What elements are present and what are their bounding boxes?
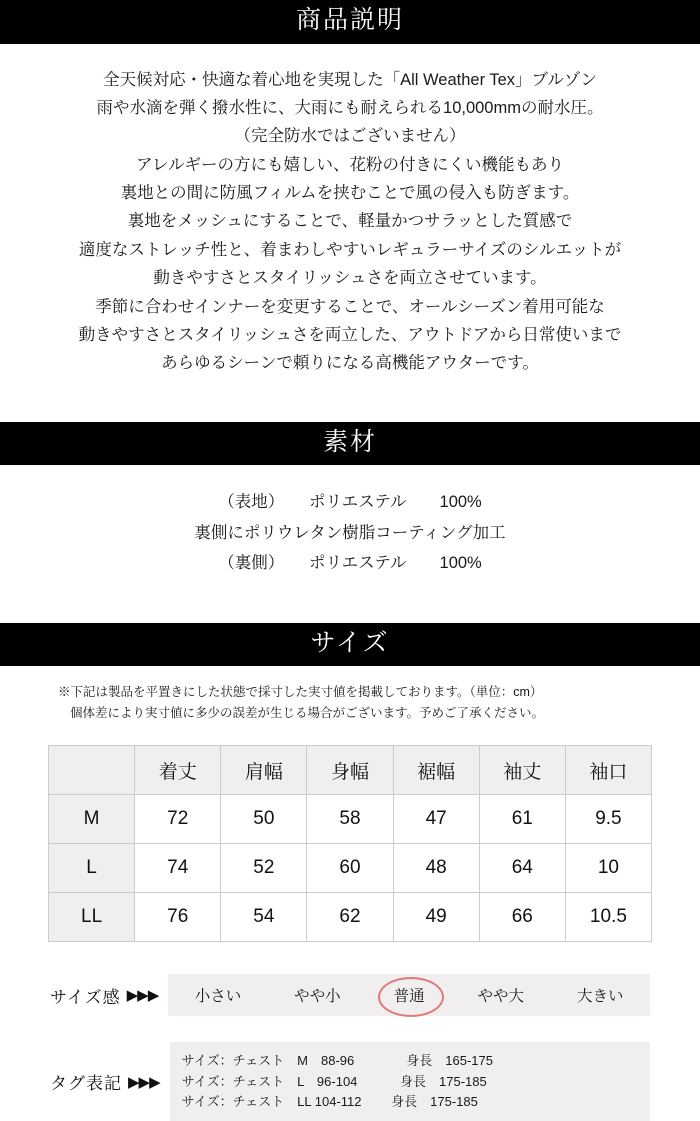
size-table — [48, 745, 652, 942]
table-cell: 74 — [135, 844, 221, 893]
table-cell: 49 — [393, 893, 479, 942]
table-cell: 9.5 — [565, 795, 651, 844]
description-line: 雨や水滴を弾く撥水性に、大雨にも耐えられる10,000mmの耐水圧。 — [96, 98, 604, 117]
table-cell: 52 — [221, 844, 307, 893]
table-cell: 50 — [221, 795, 307, 844]
material-line: （表地） ポリエステル 100% — [218, 493, 482, 512]
fit-scale-label: サイズ感 — [50, 987, 121, 1007]
section-header-description: 商品説明 — [0, 0, 700, 44]
table-cell: 66 — [479, 893, 565, 942]
description-line: あらゆるシーンで頼りになる高機能アウターです。 — [161, 354, 539, 373]
size-note — [0, 682, 700, 723]
description-line: 裏地との間に防風フィルムを挟むことで風の侵入も防ぎます。 — [120, 184, 580, 202]
description-line: 全天候対応・快適な着心地を実現した「All Weather Tex」ブルゾン — [103, 70, 597, 89]
triple-arrow-icon: ▶▶▶ — [128, 1073, 160, 1091]
size-note-line-1: ※下記は製品を平置きにした状態で採寸した実寸値を掲載しております。（単位：cm） — [58, 685, 543, 700]
table-row-header: L — [49, 844, 135, 893]
description-line: アレルギーの方にも嬉しい、花粉の付きにくい機能もあり — [136, 155, 564, 174]
table-row — [49, 844, 652, 893]
table-cell: 54 — [221, 893, 307, 942]
table-column-header: 袖丈 — [479, 746, 565, 795]
table-column-header: 身幅 — [307, 746, 393, 795]
spacer — [0, 579, 700, 623]
description-line: 季節に合わせインナーを変更することで、オールシーズン着用可能な — [95, 297, 605, 316]
material-body — [0, 487, 700, 579]
description-line: 裏地をメッシュにすることで、軽量かつサラッとした質感で — [127, 212, 573, 231]
table-cell: 60 — [307, 844, 393, 893]
table-cell: 76 — [135, 893, 221, 942]
tag-line: サイズ：チェスト M 88-96 身長 165-175 — [181, 1053, 493, 1069]
table-cell: 10.5 — [565, 893, 651, 942]
table-column-header: 肩幅 — [221, 746, 307, 795]
table-corner-cell — [49, 746, 135, 795]
table-column-header: 袖口 — [565, 746, 651, 795]
fit-option-large[interactable]: 大きい — [576, 988, 624, 1006]
table-cell: 61 — [479, 795, 565, 844]
tag-line: サイズ：チェスト L 96-104 身長 175-185 — [181, 1073, 487, 1089]
description-line: 適度なストレッチ性と、着まわしやすいレギュラーサイズのシルエットが — [78, 240, 622, 259]
size-note-line-2: 個体差により実寸値に多少の誤差が生じる場合がございます。予めご了承ください。 — [70, 705, 545, 720]
fit-scale-options — [168, 974, 650, 1016]
table-cell: 58 — [307, 795, 393, 844]
table-row — [49, 893, 652, 942]
table-column-header: 着丈 — [135, 746, 221, 795]
table-row-header: M — [49, 795, 135, 844]
table-header-row — [49, 746, 652, 795]
tag-notation-box — [170, 1042, 650, 1120]
table-cell: 48 — [393, 844, 479, 893]
table-cell: 64 — [479, 844, 565, 893]
tag-notation-label: タグ表記 — [50, 1074, 122, 1094]
description-line: 動きやすさとスタイリッシュさを両立した、アウトドアから日常使いまで — [78, 325, 622, 344]
fit-option-small[interactable]: 小さい — [194, 988, 242, 1006]
description-line: （完全防水ではございません） — [234, 127, 466, 146]
fit-option-slightly-large[interactable]: やや大 — [477, 988, 525, 1006]
table-column-header: 裾幅 — [393, 746, 479, 795]
material-line: （裏側） ポリエステル 100% — [218, 554, 482, 573]
section-header-size: サイズ — [0, 623, 700, 667]
table-cell: 10 — [565, 844, 651, 893]
table-row-header: LL — [49, 893, 135, 942]
fit-scale-row — [0, 974, 700, 1016]
section-header-material: 素材 — [0, 422, 700, 466]
spacer — [0, 378, 700, 422]
fit-option-slightly-small[interactable]: やや小 — [294, 988, 341, 1006]
table-cell: 62 — [307, 893, 393, 942]
description-line: 動きやすさとスタイリッシュさを両立させています。 — [153, 269, 547, 288]
description-body — [0, 66, 700, 378]
tag-notation-row — [0, 1042, 700, 1120]
fit-option-normal-selected[interactable]: 普通 — [390, 984, 429, 1006]
material-line: 裏側にポリウレタン樹脂コーティング加工 — [194, 523, 506, 542]
table-row — [49, 795, 652, 844]
tag-line: サイズ：チェスト LL 104-112 身長 175-185 — [181, 1093, 478, 1109]
triple-arrow-icon: ▶▶▶ — [126, 987, 159, 1005]
table-cell: 72 — [135, 795, 221, 844]
table-cell: 47 — [393, 795, 479, 844]
